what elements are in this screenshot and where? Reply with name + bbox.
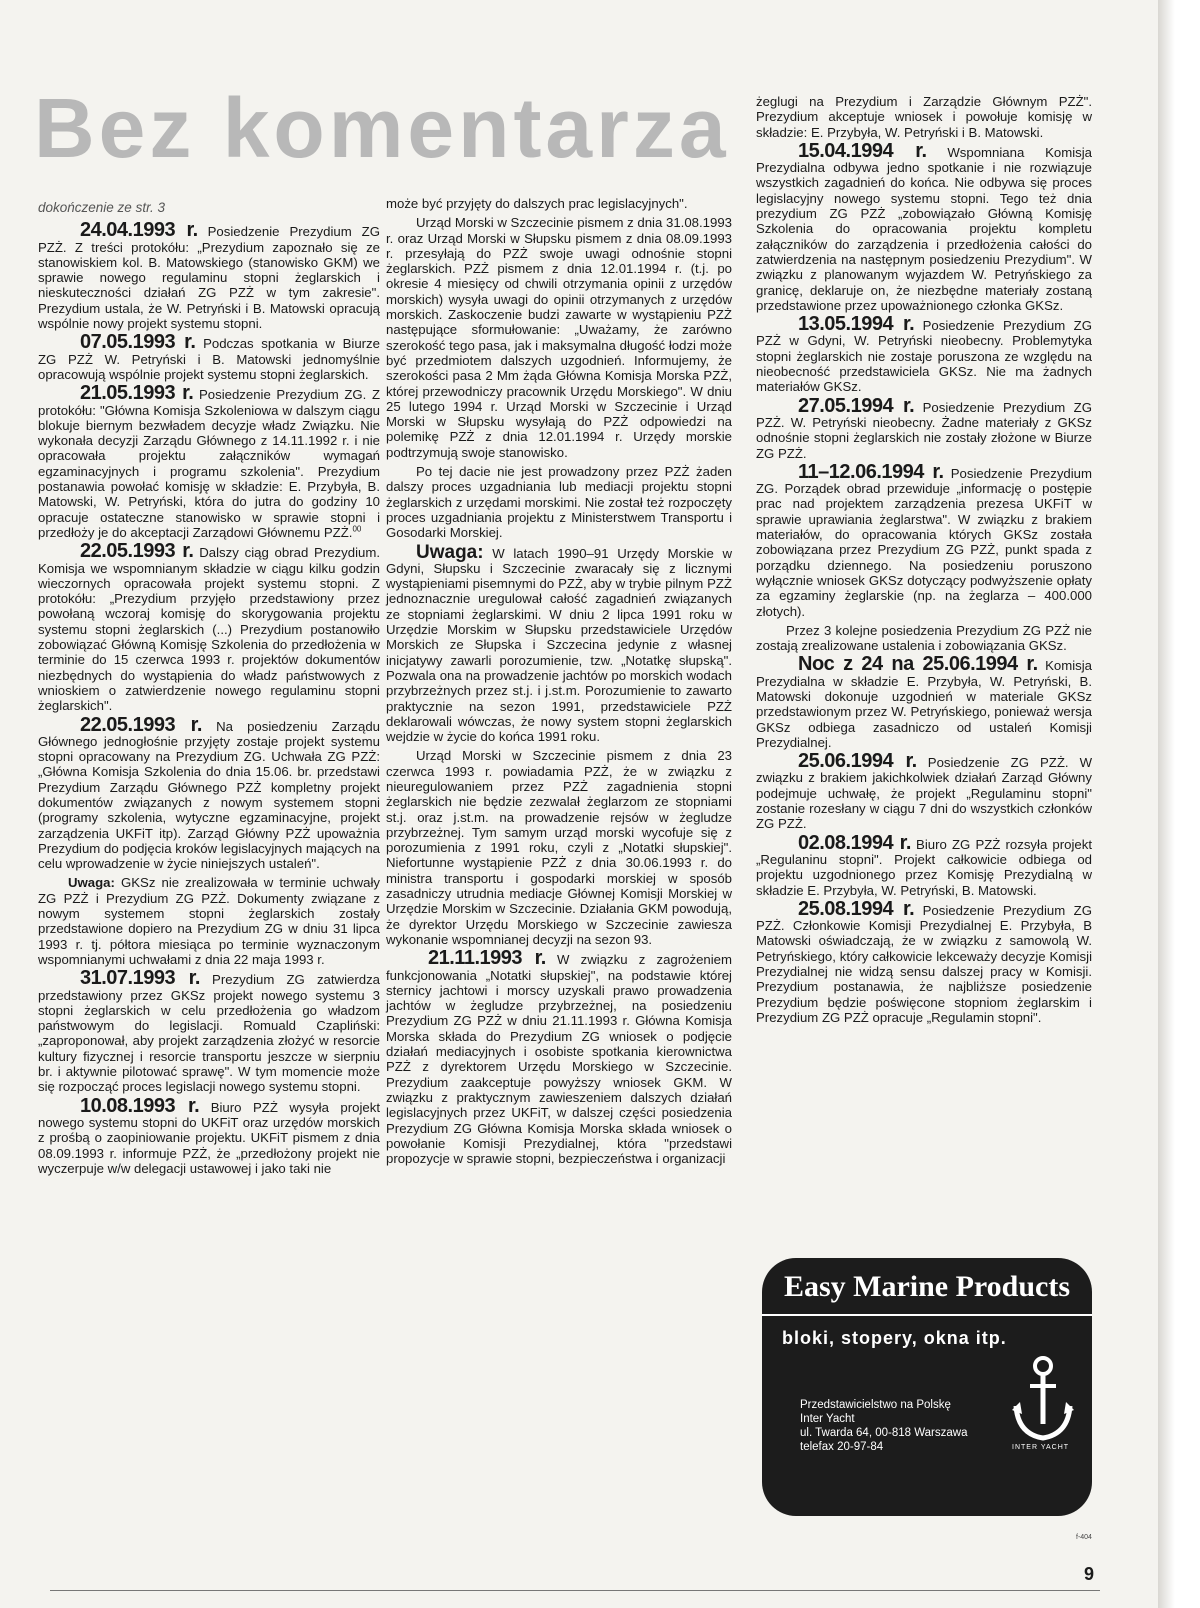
paragraph-text: Po tej dacie nie jest prowadzony przez PZŻ żaden dalszy proces uzgadniania lub mediacji projektu stopni żeglarskich z urzędami morskimi. Nie został też rozpoczęty proces uzgadniania projektu z Ministerstwem Transportu i Gosodarki Morskiej. xyxy=(386,464,732,541)
entry xyxy=(756,460,1092,619)
entry-text: Posiedzenie Prezydium ZG PZŻ. Z treści protokółu: „Prezydium zapoznało się ze stanowiskiem kol. B. Matowskiego (stanowisko GKM) we sprawie nowego regulaminu stopni żeglarskich i nieskuteczności działań ZG PZŻ w tym zakresie". Prezydium ustala, że W. Petryński i B. Matowski opracują wspólnie nowy projekt systemu stopni. xyxy=(38,224,380,332)
entry-date: 25.06.1994 r. xyxy=(798,750,917,773)
column-3 xyxy=(756,94,1092,1029)
entry-text: Wspomniana Komisja Prezydialna odbywa jedno spotkanie i nie rozwiązuje wszystkich zagadnień do końca. Nie odbywa się proces legislacyjny nowego systemu stopni. Tego też dnia prezydium ZG PZŻ „zobowiązało Główną Komisję Szkolenia do opracowania projektu kompletu załączników do zarządzenia i przedłożenia całości do zatwierdzenia na następnym posiedzeniu Prezydium". W związku z planowanym wyjazdem W. Petryńskiego za granicę, deklaruje on, że niezbędne materiały zostaną przedstawione przez upoważnionego członka GKSz. xyxy=(756,144,1093,313)
entry-date: 31.07.1993 r. xyxy=(80,967,200,990)
superscript-time: 00 xyxy=(352,524,362,534)
note-label: Uwaga: xyxy=(416,541,484,563)
entry-text: Biuro ZG PZŻ rozsyła projekt „Regulaninu stopni". Projekt całkowicie odbiega od projektu uzgodnionego przez Komisję Prezydialną w składzie E. Przybyła, W. Petryński, B. Matowski. xyxy=(756,836,1093,898)
note-text: GKSz nie zrealizowała w terminie uchwały ZG PZŻ i Prezydium ZG PZŻ. Dokumenty związane z nowym systemem stopni żeglarskich zostały przedstawione dopiero na Prezydium ZG w dniu 31 lipca 1993 r. tj. półtora miesiąca po terminie wyznaczonym wspomnianymi uchwałami z dnia 22 maja 1993 r. xyxy=(38,875,380,967)
paragraph-text: żeglugi na Prezydium i Zarządzie Głównym PZŻ". Prezydium akceptuje wniosek i powołuje komisję w składzie: E. Przybyła, W. Petryński i B. Matowski. xyxy=(756,94,1092,140)
entry xyxy=(38,967,380,1095)
entry xyxy=(756,394,1092,461)
note xyxy=(38,875,380,967)
paragraph-text: Urząd Morski w Szczecinie pismem z dnia 31.08.1993 r. oraz Urząd Morski w Słupsku pismem z dnia 08.09.1993 r. przesyłają do PZŻ swoje uwagi odnośnie stopni żeglarskich. PZŻ pismem z dnia 12.01.1994 r. (t.j. po okresie 4 miesięcy od chwili otrzymania opinii z urzędów morskich) wysyła uwagi do opinii otrzymanych z urzędów morskich. Zaskoczenie budzi zawarte w wystąpieniu PZŻ następujące sformułowanie: „Uważamy, że zarówno szerokość tego pasa, jak i maksymalna długość łodzi może być przedmiotem dalszych uzgodnień. Informujemy, że szerokości pasa 2 Mm żąda Główna Komisja Morska PZŻ, której przewodniczy pracownik Urzędu Morskiego". W dniu 25 lutego 1994 r. Urząd Morski w Szczecinie i Urząd Morski w Słupsku wysyłają do PZŻ odpowiedzi na polemikę PZŻ z dnia 12.01.1994 r. Urzędy morskie podtrzymują swoje stanowisko. xyxy=(386,215,732,460)
paragraph xyxy=(386,215,732,460)
entry xyxy=(756,653,1092,750)
entry xyxy=(38,331,380,382)
entry-date: 22.05.1993 r. xyxy=(80,713,202,736)
entry xyxy=(386,947,732,1167)
entry-text: Biuro PZŻ wysyła projekt nowego systemu stopni do UKFiT oraz urzędów morskich z prośbą o zaopiniowanie projektu. UKFiT pismem z dnia 08.09.1993 r. informuje PZŻ, że „przedłożony projekt nie wyczerpuje w/w delegacji ustawowej i jako taki nie xyxy=(38,1099,380,1176)
entry-date: 13.05.1994 r. xyxy=(798,313,915,336)
entry-text: Posiedzenie Prezydium ZG PZŻ. Członkowie Komisji Prezydialnej E. Przybyła, B Matowski oświadczają, że w związku z samowolą W. Petryńskiego, który całkowicie lekceważy decyzje Komisji Prezydialnej nie widzą sensu dalszej pracy w Komisji. Prezydium postanawia, że najbliższe posiedzenie Prezydium będzie poświęcone stopniom żeglarskim i Prezydium ZG PZŻ opracuje „Regulamin stopni". xyxy=(756,902,1092,1025)
entry xyxy=(38,713,381,872)
note-text: W latach 1990–91 Urzędy Morskie w Gdyni, Słupsku i Szczecinie zwaracały się z licznymi wystąpieniami pisemnymi do PZŻ, aby w trybie pilnym PZŻ jednoznacznie uregulował całość zagadnień związanych ze stopniami żeglarskimi. W dniu 2 lipca 1991 roku w Urzędzie Morskim w Słupsku przedstawiciele Urzędów Morskich ze Słupska i Szczecina jedynie z własnej inicjatywy zawarli porozumienie, tzw. „Notatkę słupską". Pozwala ona na prowadzenie jachtów po morskich wodach przybrzeżnych przez st.j. i j.st.m. Porozumienie to zawarto praktycznie na sezon 1991, przedstawiciele PZŻ deklarowali wówczas, że nowy system stopni żeglarskich wejdzie w życie do końca 1991 roku. xyxy=(386,545,732,745)
ad-line: telefax 20-97-84 xyxy=(800,1441,884,1453)
paragraph-text: Urząd Morski w Szczecinie pismem z dnia 23 czerwca 1993 r. powiadamia PZŻ, że w związku z nieuregulowaniem przez PZŻ zagadnienia stopni żeglarskich nie będzie zezwalał żeglarzom ze stopniami st.j. oraz j.st.m. na prowadzenie rejsów w żegludze przybrzeżnej. Tym samym urząd morski wycofuje się z porozumienia z 1991 roku, czyli z „Notatki słupskiej". Niefortunne wystąpienie PZŻ z dnia 30.06.1993 r. do ministra transportu i gospodarki morskiej w sposób zasadniczy utrudnia mediacje Głównej Komisji Morskiej w Urzędzie Morskim w Szczecinie. Działania GKM powodują, że dyrektor Urzędu Morskiego w Szczecinie zawiesza wykonanie wspomnianej decyzji na sezon 93. xyxy=(386,748,732,947)
entry-text: Posiedzenie Prezydium ZG. Porządek obrad przewiduje „informację o postępie prac nad projektem zarządzenia prezesa UKFiT w sprawie uprawiania żeglarstwa". W związku z brakiem materiałów, do opracowania których GKSz została zobowiązana przez Prezydium ZG PZŻ, punkt spada z porządku dziennego. Na posiedzeniu poruszono wyłącznie wniosek GKSz dotyczący podwyższenie opłaty za egzaminy żeglarskie (np. na żeglarza – 400.000 złotych). xyxy=(756,465,1092,619)
page-edge xyxy=(1158,0,1200,1608)
page-number: 9 xyxy=(1084,1564,1095,1584)
paragraph xyxy=(756,94,1092,140)
note xyxy=(386,541,732,745)
column-1 xyxy=(38,200,380,1180)
entry-text: Dalszy ciąg obrad Prezydium. Komisja we wspomnianym składzie w ciągu kilku godzin wieczornych opracowała projekt systemu stopni. Z protokółu: „Prezydium przyjęło przedstawiony przez powołaną wczoraj komisję do skorygowania projektu systemu stopni żeglarskich (...) Prezydium postanowiło zobowiązać Główną Komisję Szkolenia do przedłożenia w terminie do 15 czerwca 1993 r. projektów dokumentów niezbędnych do wystąpienia do władz państwowych z wnioskiem o zatwierdzenie nowego regulaminu stopni żeglarskich". xyxy=(38,545,380,714)
page-title: Bez komentarza xyxy=(34,81,730,175)
ad-line: Przedstawicielstwo na Polskę xyxy=(800,1399,951,1411)
entry-date: 21.11.1993 r. xyxy=(428,947,546,970)
footer-rule xyxy=(50,1590,1100,1591)
entry-date: 22.05.1993 r. xyxy=(80,540,194,563)
entry xyxy=(756,831,1093,898)
advertisement xyxy=(762,1258,1092,1516)
anchor-icon xyxy=(1008,1354,1078,1450)
entry-text: Posiedzenie Prezydium ZG PZŻ w Gdyni, W. Petryński nieobecny. Problemytyka stopni żeglarskich nie zostaje poruszona ze względu na nieobecność przedstawiciela GKSz. Nie ma żadnych materiałów GKSz. xyxy=(756,318,1092,395)
entry-date: 10.08.1993 r. xyxy=(80,1094,200,1117)
entry-date: Noc z 24 na 25.06.1994 r. xyxy=(798,653,1038,676)
entry-date: 15.04.1994 r. xyxy=(798,139,927,162)
ad-subtitle: bloki, stopery, okna itp. xyxy=(782,1328,1007,1348)
entry-text: Komisja Prezydialna w składzie E. Przybyła, W. Petryński, B. Matowski dokonuje uzgodnień w materiale GKSz przedstawionym przez W. Petryńskiego, ponieważ wersja GKSz odbiega zasadniczo od ustaleń Komisji Prezydialnej. xyxy=(756,658,1092,750)
entry-text: Posiedzenie Prezydium ZG. Z protokółu: "Główna Komisja Szkoleniowa w dalszym ciągu blokuje biernym bezwładem decyzje władz Związku. Nie wykonała decyzji Zarządu Głównego z 14.11.1992 r. i nie opracowała projektu załączników wymagań egzaminacyjnych i programu szkolenia". Prezydium postanawia powołać komisję w składzie: E. Przybyła, B. Matowski, W. Petryński, która do jutra do godziny 10 opracuje ostateczne stanowisko w sprawie stopni i przedłoży je do akceptacji Zarządowi Głównemu PZŻ. xyxy=(38,387,380,540)
entry xyxy=(38,382,380,540)
paragraph xyxy=(756,623,1092,654)
paragraph xyxy=(386,196,732,211)
ad-title: Easy Marine Products xyxy=(783,1270,1071,1303)
entry xyxy=(756,139,1093,313)
entry-text: Na posiedzeniu Zarządu Głównego jednogłośnie przyjęty zostaje projekt systemu stopni opracowany na Prezydium ZG. Uchwała ZG PZŻ: „Główna Komisja Szkolenia do dnia 15.06. br. przedstawi Prezydium Zarządu Głównego PZŻ kompletny projekt dokumentów związanych z nowym systemem stopni (programy szkolenia, wytyczne egzaminacyjne, projekt zarządzenia UKFiT itp). Zarząd Główny PZŻ upoważnia Prezydium do podjęcia kroków legislacyjnych mających na celu wprowadzenie w życie niniejszych ustaleń". xyxy=(38,718,381,872)
entry xyxy=(38,1094,380,1176)
continuation-note: dokończenie ze str. 3 xyxy=(38,200,166,215)
entry-date: 27.05.1994 r. xyxy=(798,394,915,417)
note-label: Uwaga: xyxy=(68,875,115,891)
column-2 xyxy=(386,196,732,1170)
entry-date: 11–12.06.1994 r. xyxy=(798,460,944,483)
entry xyxy=(756,897,1092,1025)
entry-date: 25.08.1994 r. xyxy=(798,897,915,920)
entry-text: Posiedzenie ZG PZŻ. W związku z brakiem jakichkolwiek działań Zarząd Główny podejmuje uchwałę, że projekt „Regulaminu stopni" zostanie rozesłany w ciągu 7 dni do wszystkich członków ZG PZŻ. xyxy=(756,755,1093,832)
paragraph-text: może być przyjęty do dalszych prac legislacyjnych". xyxy=(386,196,688,211)
page-code: f-404 xyxy=(1076,1534,1092,1541)
entry-date: 02.08.1994 r. xyxy=(798,831,911,854)
ad-line: ul. Twarda 64, 00-818 Warszawa xyxy=(800,1427,968,1439)
paragraph xyxy=(386,464,732,540)
entry xyxy=(756,750,1093,832)
entry-date: 24.04.1993 r. xyxy=(80,219,198,242)
entry-text: Posiedzenie Prezydium ZG PZŻ. W. Petryński nieobecny. Żadne materiały z GKSz odnośnie stopni żeglarskich nie zostały złożone w Biurze ZG PZŻ. xyxy=(756,399,1092,461)
entry-date: 07.05.1993 r. xyxy=(80,331,196,354)
entry xyxy=(756,313,1092,395)
entry-text: Podczas spotkania w Biurze ZG PZŻ W. Petryński i B. Matowski jednomyślnie opracowują wspólnie projekt systemu stopni żeglarskich. xyxy=(38,336,380,382)
entry-text: W związku z zagrożeniem funkcjonowania „Notatki słupskiej", na podstawie której sternicy jachtowi i morscy uzyskali prawo prowadzenia jachtów w żegludze przybrzeżnej, na posiedzeniu Prezydium ZG PZŻ w dniu 21.11.1993 r. Główna Komisja Morska składa do Prezydium ZG wniosek o podjęcie działań mediacyjnych i osobiste spotkania kierownictwa PZŻ z dyrektorem Urzędu Morskiego w Szczecinie. Prezydium zaakceptuje powyższy wniosek GKM. W związku z praktycznym zawieszeniem dalszych działań legislacyjnych przez UKFiT, w dalszej części posiedzenia Prezydium ZG Główna Komisja Morska składa wniosek o powołanie Komisji Prezydialnej, która "przedstawi propozycje w sprawie stopni, bezpieczeństwa i organizacji xyxy=(386,952,732,1167)
ad-logo-text: INTER YACHT xyxy=(1012,1444,1070,1451)
paragraph-text: Przez 3 kolejne posiedzenia Prezydium ZG PZŻ nie zostają zrealizowane ustalenia i zobowiązania GKSz. xyxy=(756,622,1092,654)
ad-divider xyxy=(762,1314,1092,1316)
ad-contact xyxy=(800,1398,1020,1454)
entry xyxy=(38,540,380,714)
ad-line: Inter Yacht xyxy=(800,1413,855,1425)
entry xyxy=(38,219,380,332)
entry-text: Prezydium ZG zatwierdza przedstawiony przez GKSz projekt nowego systemu 3 stopni żeglarskich w celu przedłożenia go władzom państwowym do legislacji. Romuald Czapliński: „zaproponował, aby projekt zarządzenia złożyć w resorcie kultury fizycznej i resorcie transportu jeszcze w sierpniu br. i aktywnie pilotować sprawę". W tym momencie może się rozpocząć proces legislacji nowego systemu stopni. xyxy=(38,972,380,1095)
entry-date: 21.05.1993 r. xyxy=(80,382,194,405)
paragraph xyxy=(386,748,732,947)
